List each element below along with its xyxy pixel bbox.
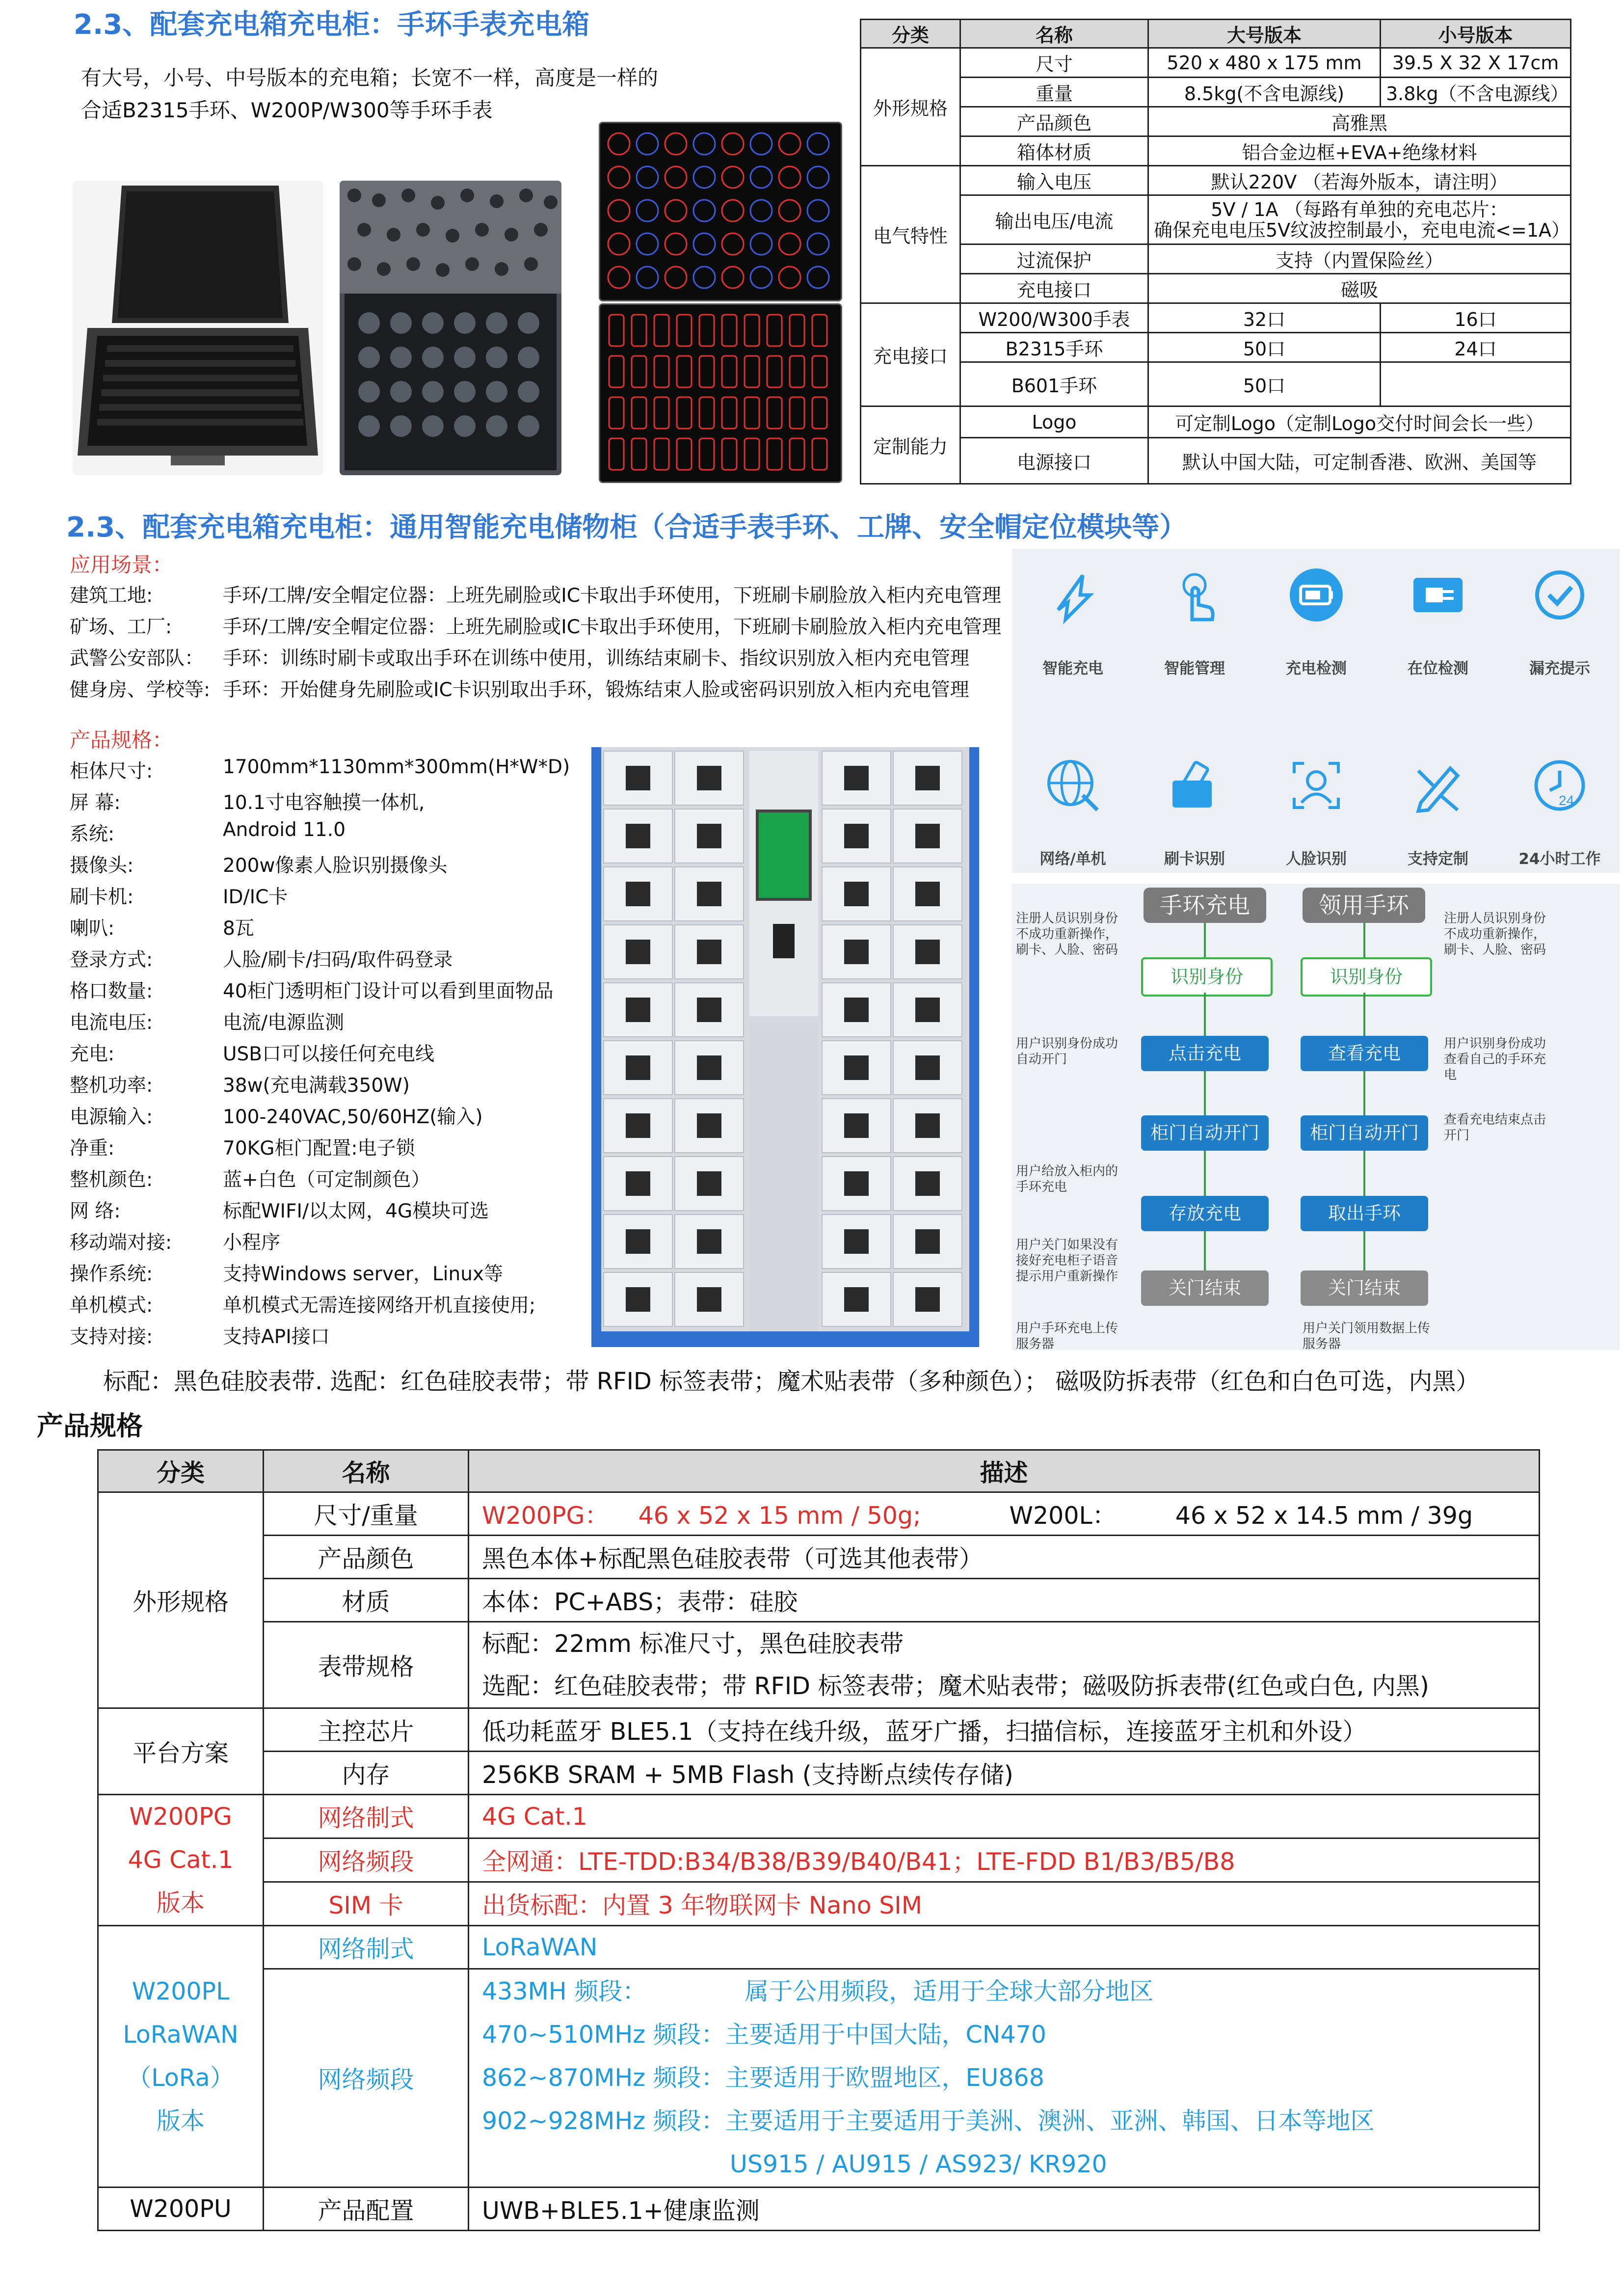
row-name: SIM 卡: [264, 1882, 469, 1926]
product-spec-table: [97, 1449, 1540, 2231]
feature-item: [1377, 549, 1499, 730]
group-line: LoRaWAN: [123, 2021, 239, 2049]
feature-item: [1255, 549, 1377, 730]
application-scene: 健身房、学校等:: [70, 679, 211, 701]
cell: [1148, 195, 1571, 244]
size-label-pg: W200PG：: [482, 1501, 609, 1530]
row-name: 网络频段: [264, 1969, 469, 2188]
strap-desc: [469, 1622, 1540, 1708]
cell: 16口: [1381, 303, 1571, 333]
layout-diagram-watches: [599, 122, 842, 301]
row-name: 过流保护: [960, 244, 1148, 274]
flow-right-note: 用户识别身份成功查看自己的手环充电: [1444, 1036, 1546, 1082]
spec-key: 格口数量:: [70, 980, 153, 1002]
row-name: 重量: [960, 78, 1148, 107]
group-cell: 外形规格: [861, 48, 960, 166]
row-name: 输出电压/电流: [960, 195, 1148, 244]
feature-item: [1012, 549, 1134, 730]
charging-box-photo-open: [73, 181, 323, 475]
size-value-l: 46 x 52 x 14.5 mm / 39g: [1175, 1501, 1473, 1530]
size-weight-desc: [469, 1492, 1540, 1536]
spec-key: 电源输入:: [70, 1106, 153, 1128]
flow-right-step: 识别身份: [1301, 957, 1432, 997]
flow-right-step: 取出手环: [1301, 1196, 1428, 1231]
flow-left-step: 点击充电: [1141, 1036, 1269, 1071]
spec-value: 1700mm*1130mm*300mm(H*W*D): [223, 756, 570, 778]
spec-key: 刷卡机:: [70, 886, 134, 908]
cell: 50口: [1148, 362, 1381, 406]
spec-key: 屏 幕:: [70, 792, 121, 814]
intro-line-2: 合适B2315手环、W200P/W300等手环手表: [81, 98, 493, 122]
section-title-charging-box: 2.3、配套充电箱充电柜：手环手表充电箱: [74, 9, 590, 41]
flow-left-step: 关门结束: [1141, 1270, 1269, 1306]
spec-key: 摄像头:: [70, 855, 134, 877]
cabinet-spec-list: [70, 756, 585, 1355]
row-name: Logo: [960, 406, 1148, 438]
row-name: 材质: [264, 1579, 469, 1622]
spec-value: 人脸/刷卡/扫码/取件码登录: [223, 949, 453, 971]
cell: 铝合金边框+EVA+绝缘材料: [1148, 136, 1571, 166]
spec-value: 单机模式无需连接网络开机直接使用;: [223, 1295, 536, 1317]
spec-value: 40柜门透明柜门设计可以看到里面物品: [223, 980, 554, 1002]
cell: 39.5 X 32 X 17cm: [1381, 48, 1571, 78]
spec-value: 200w像素人脸识别摄像头: [223, 855, 448, 877]
spec-value: 小程序: [223, 1232, 281, 1254]
feature-item: [1499, 549, 1621, 730]
col-header: 名称: [264, 1450, 469, 1492]
spec-value: 10.1寸电容触摸一体机,: [223, 792, 425, 814]
cell: 本体：PC+ABS；表带：硅胶: [469, 1579, 1540, 1622]
group-line: 版本: [156, 2107, 205, 2135]
cell: 低功耗蓝牙 BLE5.1（支持在线升级，蓝牙广播，扫描信标，连接蓝牙主机和外设）: [469, 1708, 1540, 1752]
cell: 默认220V （若海外版本，请注明）: [1148, 166, 1571, 195]
flow-left-note: 用户识别身份成功自动开门: [1016, 1036, 1118, 1067]
row-name: B601手环: [960, 362, 1148, 406]
touch-icon: [1165, 566, 1224, 624]
spec-key: 电流电压:: [70, 1012, 153, 1034]
feature-label: 刷卡识别: [1164, 850, 1225, 868]
spec-value: 100-240VAC,50/60HZ(输入): [223, 1106, 483, 1128]
lora-band-desc: [469, 1969, 1540, 2188]
spec-key: 整机功率:: [70, 1075, 153, 1097]
feature-label: 24小时工作: [1518, 850, 1601, 868]
row-name: 充电接口: [960, 274, 1148, 303]
flow-left-title: 手环充电: [1144, 888, 1266, 923]
spec-value: 38w(充电满载350W): [223, 1075, 410, 1097]
spec-key: 喇叭:: [70, 918, 115, 940]
application-desc: 手环：训练时刷卡或取出手环在训练中使用，训练结束刷卡、指纹识别放入柜内充电管理: [223, 648, 970, 670]
group-line: 版本: [156, 1889, 205, 1917]
row-name: 表带规格: [264, 1622, 469, 1708]
flow-connector: [1204, 993, 1206, 1036]
flow-left-step: 柜门自动开门: [1141, 1115, 1269, 1151]
application-label: 应用场景：: [70, 553, 173, 577]
cell: [1381, 362, 1571, 406]
cell-line: 选配：红色硅胶表带；带 RFID 标签表带；魔术贴表带；磁吸防拆表带(红色或白色, 内黑): [482, 1672, 1429, 1700]
spec-value: 支持Windows server，Linux等: [223, 1263, 504, 1285]
pen-icon: [1409, 756, 1467, 815]
intro-line-1: 有大号，小号、中号版本的充电箱；长宽不一样，高度是一样的: [81, 66, 659, 90]
application-scene: 建筑工地:: [70, 585, 153, 607]
cell: LoRaWAN: [469, 1926, 1540, 1969]
flow-right-step: 查看充电: [1301, 1036, 1428, 1071]
spec-key: 柜体尺寸:: [70, 760, 153, 783]
group-cell: 电气特性: [861, 166, 960, 303]
cell: 256KB SRAM + 5MB Flash (支持断点续传存储): [469, 1752, 1540, 1795]
group-line: 4G Cat.1: [128, 1846, 234, 1874]
spec-value: 标配WIFI/以太网，4G模块可选: [223, 1200, 489, 1222]
row-name: 箱体材质: [960, 136, 1148, 166]
application-desc: 手环/工牌/安全帽定位器：上班先刷脸或IC卡取出手环使用，下班刷卡刷脸放入柜内充电管理: [223, 616, 1002, 638]
spec-key: 系统:: [70, 823, 115, 845]
flow-connector: [1363, 1151, 1365, 1196]
feature-label: 人脸识别: [1286, 850, 1347, 868]
flow-connector: [1204, 1071, 1206, 1115]
group-cell-lora: [98, 1926, 264, 2188]
spec-label: 产品规格：: [70, 728, 173, 752]
cell-line: 862~870MHz 频段：主要适用于欧盟地区，EU868: [482, 2064, 1044, 2092]
flow-left-note: 用户给放入柜内的手环充电: [1016, 1164, 1118, 1194]
group-cell: 充电接口: [861, 303, 960, 406]
application-scene: 武警公安部队：: [70, 648, 204, 670]
flow-right-note: 用户关门领用数据上传服务器: [1303, 1321, 1431, 1351]
strap-options-line: 标配：黑色硅胶表带. 选配：红色硅胶表带；带 RFID 标签表带；魔术贴表带（多种颜色）； 磁吸防拆表带（红色和白色可选，内黑）: [103, 1368, 1480, 1395]
group-cell: 平台方案: [98, 1708, 264, 1795]
cell-line: [482, 1970, 1534, 2013]
row-name: 网络制式: [264, 1926, 469, 1969]
group-line: W200PL: [132, 1977, 230, 2005]
cell: 默认中国大陆，可定制香港、欧洲、美国等: [1148, 438, 1571, 484]
spec-value: Android 11.0: [223, 819, 346, 841]
group-cell: 定制能力: [861, 406, 960, 484]
feature-label: 充电检测: [1286, 660, 1347, 677]
size-value-pg: 46 x 52 x 15 mm / 50g;: [638, 1501, 921, 1530]
globe-icon: [1043, 756, 1102, 815]
col-header: 小号版本: [1381, 20, 1571, 48]
spec-value: 支持API接口: [223, 1326, 330, 1348]
row-name: 产品配置: [264, 2188, 469, 2231]
check-icon: [1530, 566, 1589, 624]
application-desc: 手环：开始健身先刷脸或IC卡识别取出手环，锻炼结束人脸或密码识别放入柜内充电管理: [223, 679, 969, 701]
row-name: 产品颜色: [960, 107, 1148, 136]
group-cell-4g: [98, 1795, 264, 1926]
group-cell: W200PU: [98, 2188, 264, 2231]
spec-key: 操作系统:: [70, 1263, 153, 1285]
application-desc: 手环/工牌/安全帽定位器：上班先刷脸或IC卡取出手环使用，下班刷卡刷脸放入柜内充电管理: [223, 585, 1002, 607]
feature-label: 智能管理: [1164, 660, 1225, 677]
flow-right-step: 关门结束: [1301, 1270, 1428, 1306]
cell: 黑色本体+标配黑色硅胶表带（可选其他表带）: [469, 1536, 1540, 1579]
svg-text:24: 24: [1559, 793, 1574, 808]
spec-key: 单机模式:: [70, 1295, 153, 1317]
flow-right-title: 领用手环: [1303, 888, 1425, 923]
cell: 支持（内置保险丝）: [1148, 244, 1571, 274]
charging-box-photo-loaded: [340, 181, 561, 475]
row-name: 产品颜色: [264, 1536, 469, 1579]
flow-connector: [1204, 1231, 1206, 1270]
col-header: 分类: [861, 20, 960, 48]
flow-connector: [1204, 923, 1206, 957]
row-name: 输入电压: [960, 166, 1148, 195]
cell: 高雅黑: [1148, 107, 1571, 136]
row-name: 尺寸/重量: [264, 1492, 469, 1536]
flow-connector: [1363, 1071, 1365, 1115]
band-433-note: 属于公用频段，适用于全球大部分地区: [745, 1977, 1154, 2005]
flow-left-step: 存放充电: [1141, 1196, 1269, 1231]
flow-left-note: 用户手环充电上传服务器: [1016, 1321, 1118, 1351]
cell: 出货标配：内置 3 年物联网卡 Nano SIM: [469, 1882, 1540, 1926]
row-name: 尺寸: [960, 48, 1148, 78]
spec-key: 整机颜色:: [70, 1169, 153, 1191]
row-name: W200/W300手表: [960, 303, 1148, 333]
cell-line: 902~928MHz 频段：主要适用于主要适用于美洲、澳洲、亚洲、韩国、日本等地区: [482, 2107, 1375, 2135]
cell-line: 标配：22mm 标准尺寸，黑色硅胶表带: [482, 1629, 904, 1658]
size-label-l: W200L：: [1009, 1501, 1117, 1530]
spec-key: 登录方式:: [70, 949, 153, 971]
cabinet-photo: [591, 747, 979, 1347]
feature-label: 网络/单机: [1039, 850, 1106, 868]
cell: 32口: [1148, 303, 1381, 333]
spec-key: 充电:: [70, 1043, 115, 1065]
card-icon: [1165, 756, 1224, 815]
face-scan-icon: [1287, 756, 1346, 815]
feature-label: 支持定制: [1408, 850, 1468, 868]
flow-right-note: 注册人员识别身份不成功重新操作，刷卡、人脸、密码: [1444, 911, 1546, 957]
flow-chart: [1012, 884, 1620, 1350]
row-name: B2315手环: [960, 333, 1148, 362]
flow-connector: [1363, 993, 1365, 1036]
cell-line: 确保充电电压5V纹波控制最小，充电电流<=1A）: [1154, 219, 1570, 241]
row-name: 网络制式: [264, 1795, 469, 1838]
feature-grid: [1012, 549, 1620, 873]
spec-value: USB口可以接任何充电线: [223, 1043, 435, 1065]
row-name: 电源接口: [960, 438, 1148, 484]
cell: 4G Cat.1: [469, 1795, 1540, 1838]
feature-item: [1134, 549, 1255, 730]
cell: 520 x 480 x 175 mm: [1148, 48, 1381, 78]
spec-key: 网 络:: [70, 1200, 121, 1222]
flow-right-step: 柜门自动开门: [1301, 1115, 1428, 1151]
cell-line: 470~510MHz 频段：主要适用于中国大陆，CN470: [482, 2021, 1046, 2049]
cell: 全网通：LTE-TDD:B34/B38/B39/B40/B41；LTE-FDD B1/B3/B5/B8: [469, 1838, 1540, 1882]
flow-left-note: 注册人员识别身份不成功重新操作，刷卡、人脸、密码: [1016, 911, 1118, 957]
flow-connector: [1363, 1231, 1365, 1270]
flow-connector: [1363, 923, 1365, 957]
charging-box-spec-table: [860, 19, 1571, 485]
row-name: 主控芯片: [264, 1708, 469, 1752]
cell: UWB+BLE5.1+健康监测: [469, 2188, 1540, 2231]
spec-value: ID/IC卡: [223, 886, 288, 908]
group-line: W200PG: [129, 1803, 232, 1831]
band-433-label: 433MH 频段：: [482, 1977, 647, 2005]
col-header: 描述: [469, 1450, 1540, 1492]
cell: 可定制Logo（定制Logo交付时间会长一些）: [1148, 406, 1571, 438]
cell-line: 5V / 1A （每路有单独的充电芯片：: [1211, 198, 1508, 220]
section-title-smart-cabinet: 2.3、配套充电箱充电柜：通用智能充电储物柜（合适手表手环、工牌、安全帽定位模块等）: [66, 512, 1187, 543]
flow-connector: [1204, 1151, 1206, 1196]
col-header: 分类: [98, 1450, 264, 1492]
spec-value: 8瓦: [223, 918, 254, 940]
group-cell: 外形规格: [98, 1492, 264, 1708]
product-spec-title: 产品规格: [37, 1410, 143, 1441]
spec-key: 移动端对接:: [70, 1232, 172, 1254]
cell: 3.8kg（不含电源线）: [1381, 78, 1571, 107]
row-name: 网络频段: [264, 1838, 469, 1882]
spec-value: 电流/电源监测: [223, 1012, 345, 1034]
clock-24-icon: [1530, 756, 1589, 815]
application-list: [70, 580, 1012, 708]
cell: 8.5kg(不含电源线): [1148, 78, 1381, 107]
spec-key: 净重:: [70, 1137, 115, 1160]
plug-icon: [1409, 566, 1467, 624]
application-scene: 矿场、工厂:: [70, 616, 172, 638]
feature-label: 在位检测: [1408, 660, 1468, 677]
spec-value: 蓝+白色（可定制颜色）: [223, 1169, 430, 1191]
row-name: 内存: [264, 1752, 469, 1795]
flow-left-note: 用户关门如果没有接好充电柜子语音提示用户重新操作: [1016, 1238, 1118, 1284]
col-header: 名称: [960, 20, 1148, 48]
spec-key: 支持对接:: [70, 1326, 153, 1348]
spec-value: 70KG柜门配置:电子锁: [223, 1137, 415, 1160]
battery-icon: [1287, 566, 1346, 624]
cell: 磁吸: [1148, 274, 1571, 303]
cell: 50口: [1148, 333, 1381, 362]
layout-diagram-bands: [599, 303, 842, 483]
feature-label: 漏充提示: [1529, 660, 1590, 677]
flow-right-note: 查看充电结束点击开门: [1444, 1112, 1546, 1143]
col-header: 大号版本: [1148, 20, 1381, 48]
cell: 24口: [1381, 333, 1571, 362]
flow-left-step: 识别身份: [1141, 957, 1273, 997]
feature-label: 智能充电: [1042, 660, 1103, 677]
cell-line: US915 / AU915 / AS923/ KR920: [730, 2150, 1107, 2178]
lightning-icon: [1043, 566, 1102, 624]
group-line: （LoRa）: [127, 2064, 234, 2092]
